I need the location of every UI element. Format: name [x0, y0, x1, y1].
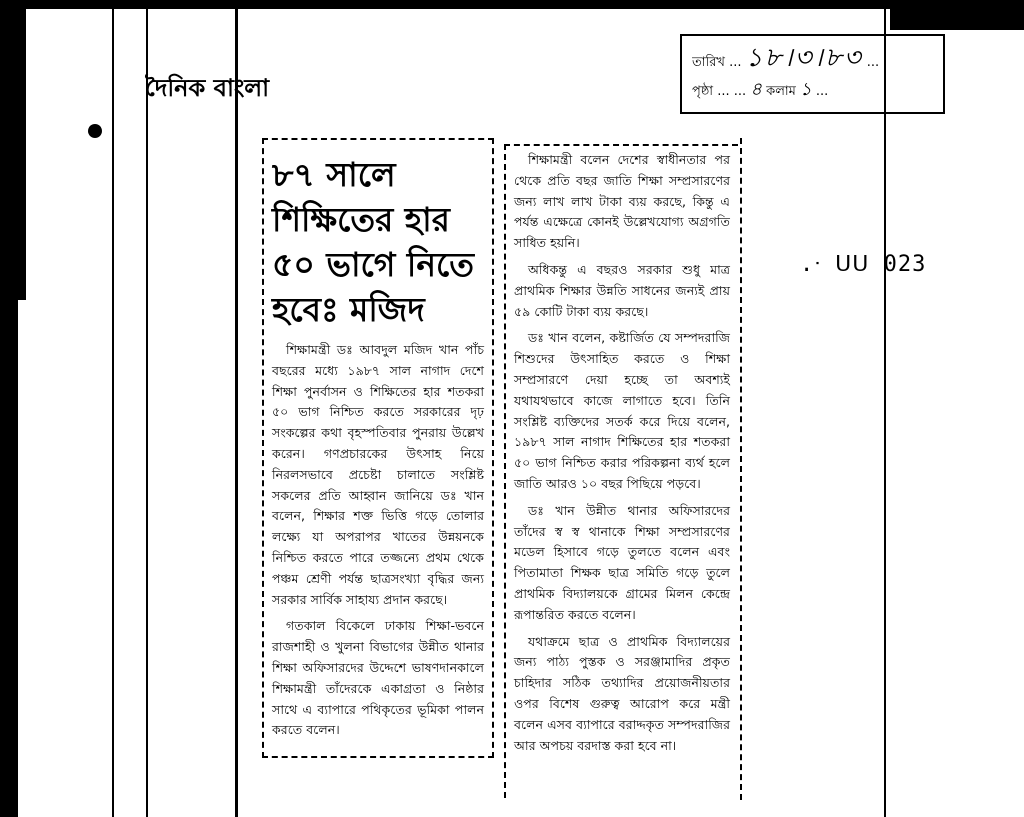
date-label: তারিখ [692, 55, 725, 70]
date-row: তারিখ ... ১৮।৩।৮৩ ... [692, 43, 880, 73]
news-article [262, 138, 742, 800]
column-label: কলাম [766, 84, 796, 99]
scan-edge-left-inner [18, 0, 26, 300]
ink-dot [88, 124, 102, 138]
article-paragraph: ডঃ খান বলেন, কষ্টার্জিত যে সম্পদরাজি শিশুদের উৎসাহিত করতে ও শিক্ষা সম্প্রসারণে দেয়া হচ্ছে তা অবশ্যই যথাযথভাবে কাজে লাগাতে হবে। তিনি সংশ্লিষ্ট ব্যক্তিদের সতর্ক করে দিয়ে বলেন, ১৯৮৭ সাল নাগাদ শিক্ষিতের হার শতকরা ৫০ ভাগ নিশ্চিত করার পরিকল্পনা ব্যর্থ হলে জাতি আরও ১০ বছর পিছিয়ে পড়বে। [514, 330, 730, 491]
article-paragraph: অধিকন্তু এ বছরও সরকার শুধু মাত্র প্রাথমিক শিক্ষার উন্নতি সাধনের জন্যই প্রায় ৫৯ কোটি টাকা ব্যয় করছে। [514, 261, 730, 319]
headline-line: ৮৭ সালে [272, 155, 396, 194]
date-value: ১৮।৩।৮৩ [745, 43, 863, 73]
stamp-prefix: .ᐧ ᑌᑌ [800, 252, 870, 277]
article-right-column [504, 144, 738, 798]
divider-line [235, 0, 238, 817]
article-headline [272, 152, 484, 332]
clipping-date-box [680, 34, 945, 114]
article-left-column [262, 138, 494, 758]
page-value: ৪ [750, 79, 762, 100]
page-label: পৃষ্ঠা [692, 84, 714, 99]
newspaper-masthead: দৈনিক বাংলা [145, 74, 270, 102]
column-value: ১ [800, 79, 812, 100]
stamp-number: 023 [883, 252, 927, 277]
page-row: পৃষ্ঠা ... ... ৪ কলাম ১ ... [692, 79, 829, 100]
article-paragraph: ডঃ খান উন্নীত থানার অফিসারদের তাঁদের স্ব স্ব থানাকে শিক্ষা সম্প্রসারণের মডেল হিসাবে গড়ে তুলতে বলেন এবং পিতামাতা শিক্ষক ছাত্র সমিতি গড়ে তুলে প্রাথমিক বিদ্যালয়কে গ্রামের মিলন কেন্দ্রে রূপান্তরিত করতে বলেন। [514, 502, 730, 622]
scan-edge-top [0, 0, 1024, 9]
divider-line [146, 0, 148, 817]
headline-line: শিক্ষিতের হার [272, 200, 450, 239]
headline-line: ৫০ ভাগে নিতে [272, 245, 475, 284]
archive-stamp [800, 252, 926, 277]
headline-line: হবেঃ মজিদ [272, 290, 425, 329]
article-paragraph: শিক্ষামন্ত্রী বলেন দেশের স্বাধীনতার পর থেকে প্রতি বছর জাতি শিক্ষা সম্প্রসারণের জন্য লাখ লাখ টাকা ব্যয় করছে, কিন্তু এ পর্যন্ত এক্ষেত্রে কোনই উল্লেখযোগ্য অগ্রগতি সাধিত হয়নি। [514, 152, 730, 251]
article-paragraph: যথাক্রমে ছাত্র ও প্রাথমিক বিদ্যালয়ের জন্য পাঠ্য পুস্তক ও সরঞ্জামাদির প্রকৃত চাহিদার সঠিক তথ্যাদির প্রয়োজনীয়তার ওপর বিশেষ গুরুত্ব আরোপ করে মন্ত্রী বলেন এসব ব্যাপারে বরাদ্দকৃত সম্পদরাজির আর অপচয় বরদাস্ত করা হবে না। [514, 633, 730, 753]
article-paragraph: শিক্ষামন্ত্রী ডঃ আবদুল মজিদ খান পাঁচ বছরের মধ্যে ১৯৮৭ সাল নাগাদ দেশে শিক্ষা পুনর্বাসন ও শিক্ষিতের হার শতকরা ৫০ ভাগ নিশ্চিত করতে সরকারের দৃঢ় সংকল্পের কথা বৃহস্পতিবার পুনরায় উল্লেখ করেন। গণপ্রচারকের উৎসাহ নিয়ে নিরলসভাবে প্রচেষ্টা চালাতে সংশ্লিষ্ট সকলের প্রতি আহ্বান জানিয়ে ডঃ খান বলেন, শিক্ষার শক্ত ভিত্তি গড়ে তোলার লক্ষ্যে যা অপরাপর খাতের উন্নয়নকে নিশ্চিত করতে পারে তজ্জন্যে প্রথম থেকে পঞ্চম শ্রেণী পর্যন্ত ছাত্রসংখ্যা বৃদ্ধির জন্য সরকার সার্বিক সাহায্য প্রদান করছে। [272, 342, 484, 607]
scan-edge-top-right [890, 0, 1024, 30]
divider-line [112, 0, 114, 817]
scan-edge-left [0, 0, 18, 817]
divider-line [884, 0, 886, 817]
article-paragraph: গতকাল বিকেলে ঢাকায় শিক্ষা-ভবনে রাজশাহী ও খুলনা বিভাগের উন্নীত থানার শিক্ষা অফিসারদের উদ্দেশে ভাষণদানকালে শিক্ষামন্ত্রী তাঁদেরকে একাগ্রতা ও নিষ্ঠার সাথে এ ব্যাপারে পথিকৃতের ভূমিকা পালন করতে বলেন। [272, 618, 484, 738]
